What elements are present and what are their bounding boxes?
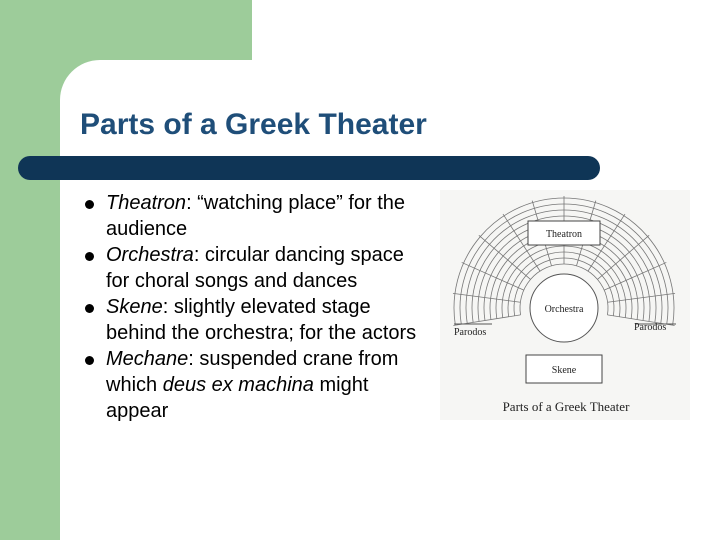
skene-label: Skene [551,365,577,376]
bullet-skene [80,294,430,346]
slide-title: Parts of a Greek Theater [80,108,427,141]
term-orchestra: Orchestra [106,244,194,266]
parodos-right-label: Parodos [634,322,667,333]
bullet-dot-icon [85,200,94,209]
desc-orchestra: : circular dancing space for choral songs and dances [106,244,404,292]
desc-mechane-after: might appear [106,374,369,422]
title-underline-bar [18,156,600,180]
term-mechane: Mechane [106,348,189,370]
bullet-orchestra [80,242,430,294]
bullet-dot-icon [85,304,94,313]
parodos-left-label: Parodos [454,327,487,338]
bullet-mechane [80,346,430,424]
bullet-list [80,190,430,424]
desc-theatron: : “watching place” for the audience [106,192,406,240]
theatron-label: Theatron [545,229,583,240]
diagram-caption: Parts of a Greek Theater [502,399,630,414]
bullet-theatron [80,190,430,242]
term-theatron: Theatron [106,192,187,214]
term-deus-ex-machina: deus ex machina [162,374,314,396]
desc-skene: : slightly elevated stage behind the orchestra; for the actors [106,296,417,344]
term-skene: Skene [106,296,163,318]
bullet-dot-icon [85,252,94,261]
orchestra-label: Orchestra [544,304,584,315]
bullet-dot-icon [85,356,94,365]
desc-mechane-before: : suspended crane from which [106,348,399,396]
greek-theater-diagram [440,190,690,420]
